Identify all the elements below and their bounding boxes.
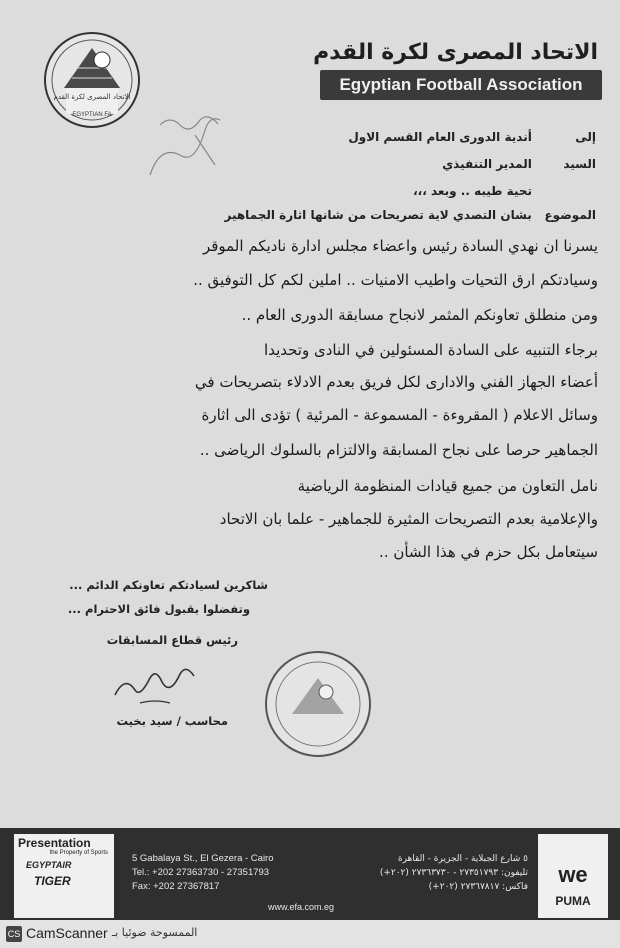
sponsor-presentation-logo: Presentation <box>18 836 91 850</box>
camscanner-icon: CS <box>6 926 22 942</box>
seal-text-ar: الاتحاد المصرى لكرة القدم <box>53 93 131 101</box>
handwritten-signature <box>110 665 210 710</box>
official-stamp <box>262 648 374 760</box>
address-ar: ٥ شارع الجبلاية - الجزيرة - القاهرة <box>397 854 528 864</box>
subject-line <box>225 208 597 222</box>
body-line: ومن منطلق تعاونكم المثمر لانجاح مسابقة الدورى العام .. <box>241 306 598 324</box>
subject-value: بشان التصدي لاية تصريحات من شانها اثارة الجماهير <box>224 208 532 222</box>
closing-line-1: شاكرين لسيادتكم تعاونكم الدائم ... <box>69 578 268 592</box>
recipient-value: المدير التنفيذي <box>442 157 532 171</box>
footer-address-en <box>132 852 274 894</box>
body-line: سيتعامل بكل حزم في هذا الشأن .. <box>379 543 598 561</box>
footer-address-ar <box>380 852 528 894</box>
signatory-name: محاسب / سيد بخيت <box>116 714 228 728</box>
footer-sponsor-panel-left <box>14 834 114 918</box>
org-name-en: Egyptian Football Association <box>320 70 602 100</box>
sponsor-we-logo: we <box>558 862 588 887</box>
body-line: يسرنا ان نهدي السادة رئيس واعضاء مجلس ادارة ناديكم الموقر <box>202 237 598 255</box>
letterhead-footer <box>0 828 620 920</box>
body-line: أعضاء الجهاز الفني والادارى لكل فريق بعدم الادلاء بتصريحات في <box>194 373 598 391</box>
handwritten-note-scribble <box>140 95 240 195</box>
closing-line-2: وتفضلوا بقبول فائق الاحترام ... <box>67 602 250 616</box>
signatory-title: رئيس قطاع المسابقات <box>106 633 238 647</box>
sponsor-tiger-logo: TIGER <box>34 874 71 888</box>
footer-sponsor-panel-right <box>538 834 608 918</box>
recipient-key: السيد <box>563 157 596 171</box>
sponsor-presentation-tag: the Property of Sports <box>49 850 108 856</box>
org-name-ar: الاتحاد المصرى لكرة القدم <box>313 40 598 65</box>
recipient-key: إلى <box>575 130 596 144</box>
body-line: وسائل الاعلام ( المقروءة - المسموعة - المرئية ) تؤدى الى اثارة <box>201 406 598 424</box>
camscanner-label-ar: الممسوحة ضوئيا بـ <box>112 926 198 939</box>
recipient-line-2 <box>442 157 596 171</box>
fax-en: Fax: +202 27367817 <box>132 881 220 892</box>
body-line: الجماهير حرصا على نجاح المسابقة والالتزام بالسلوك الرياضى .. <box>199 441 598 459</box>
tel-ar: تليفون: ٢٧٣٥١٧٩٣ - ٢٧٣٦٣٧٣٠ (٢٠٢+) <box>379 868 528 878</box>
camscanner-bar <box>0 920 620 948</box>
address-en: 5 Gabalaya St., El Gezera - Cairo <box>132 853 274 864</box>
efa-logo-seal <box>42 30 142 130</box>
body-line: نامل التعاون من جميع قيادات المنظومة الرياضية <box>297 477 598 495</box>
tel-en: Tel.: +202 27363730 - 27351793 <box>132 867 270 878</box>
subject-key: الموضوع <box>544 208 596 222</box>
sponsor-egyptair-logo: EGYPTAIR <box>26 860 72 870</box>
greeting: تحية طيبه .. وبعد ،،، <box>413 184 532 198</box>
fax-ar: فاكس: ٢٧٣٦٧٨١٧ (٢٠٢+) <box>428 882 528 892</box>
body-line: برجاء التنبيه على السادة المسئولين في النادى وتحديدا <box>264 341 598 359</box>
sponsor-puma-logo: PUMA <box>555 894 591 908</box>
camscanner-brand: CamScanner <box>26 925 108 941</box>
footer-website: www.efa.com.eg <box>268 902 335 912</box>
recipient-value: أندية الدورى العام القسم الاول <box>348 130 532 144</box>
body-line: وسيادتكم ارق التحيات واطيب الامنيات .. املين لكم كل التوفيق .. <box>193 271 598 289</box>
seal-text-en: EGYPTIAN FA <box>72 112 112 118</box>
body-line: والإعلامية بعدم التصريحات المثيرة للجماهير - علما بان الاتحاد <box>219 510 598 528</box>
recipient-line-1 <box>348 130 596 144</box>
